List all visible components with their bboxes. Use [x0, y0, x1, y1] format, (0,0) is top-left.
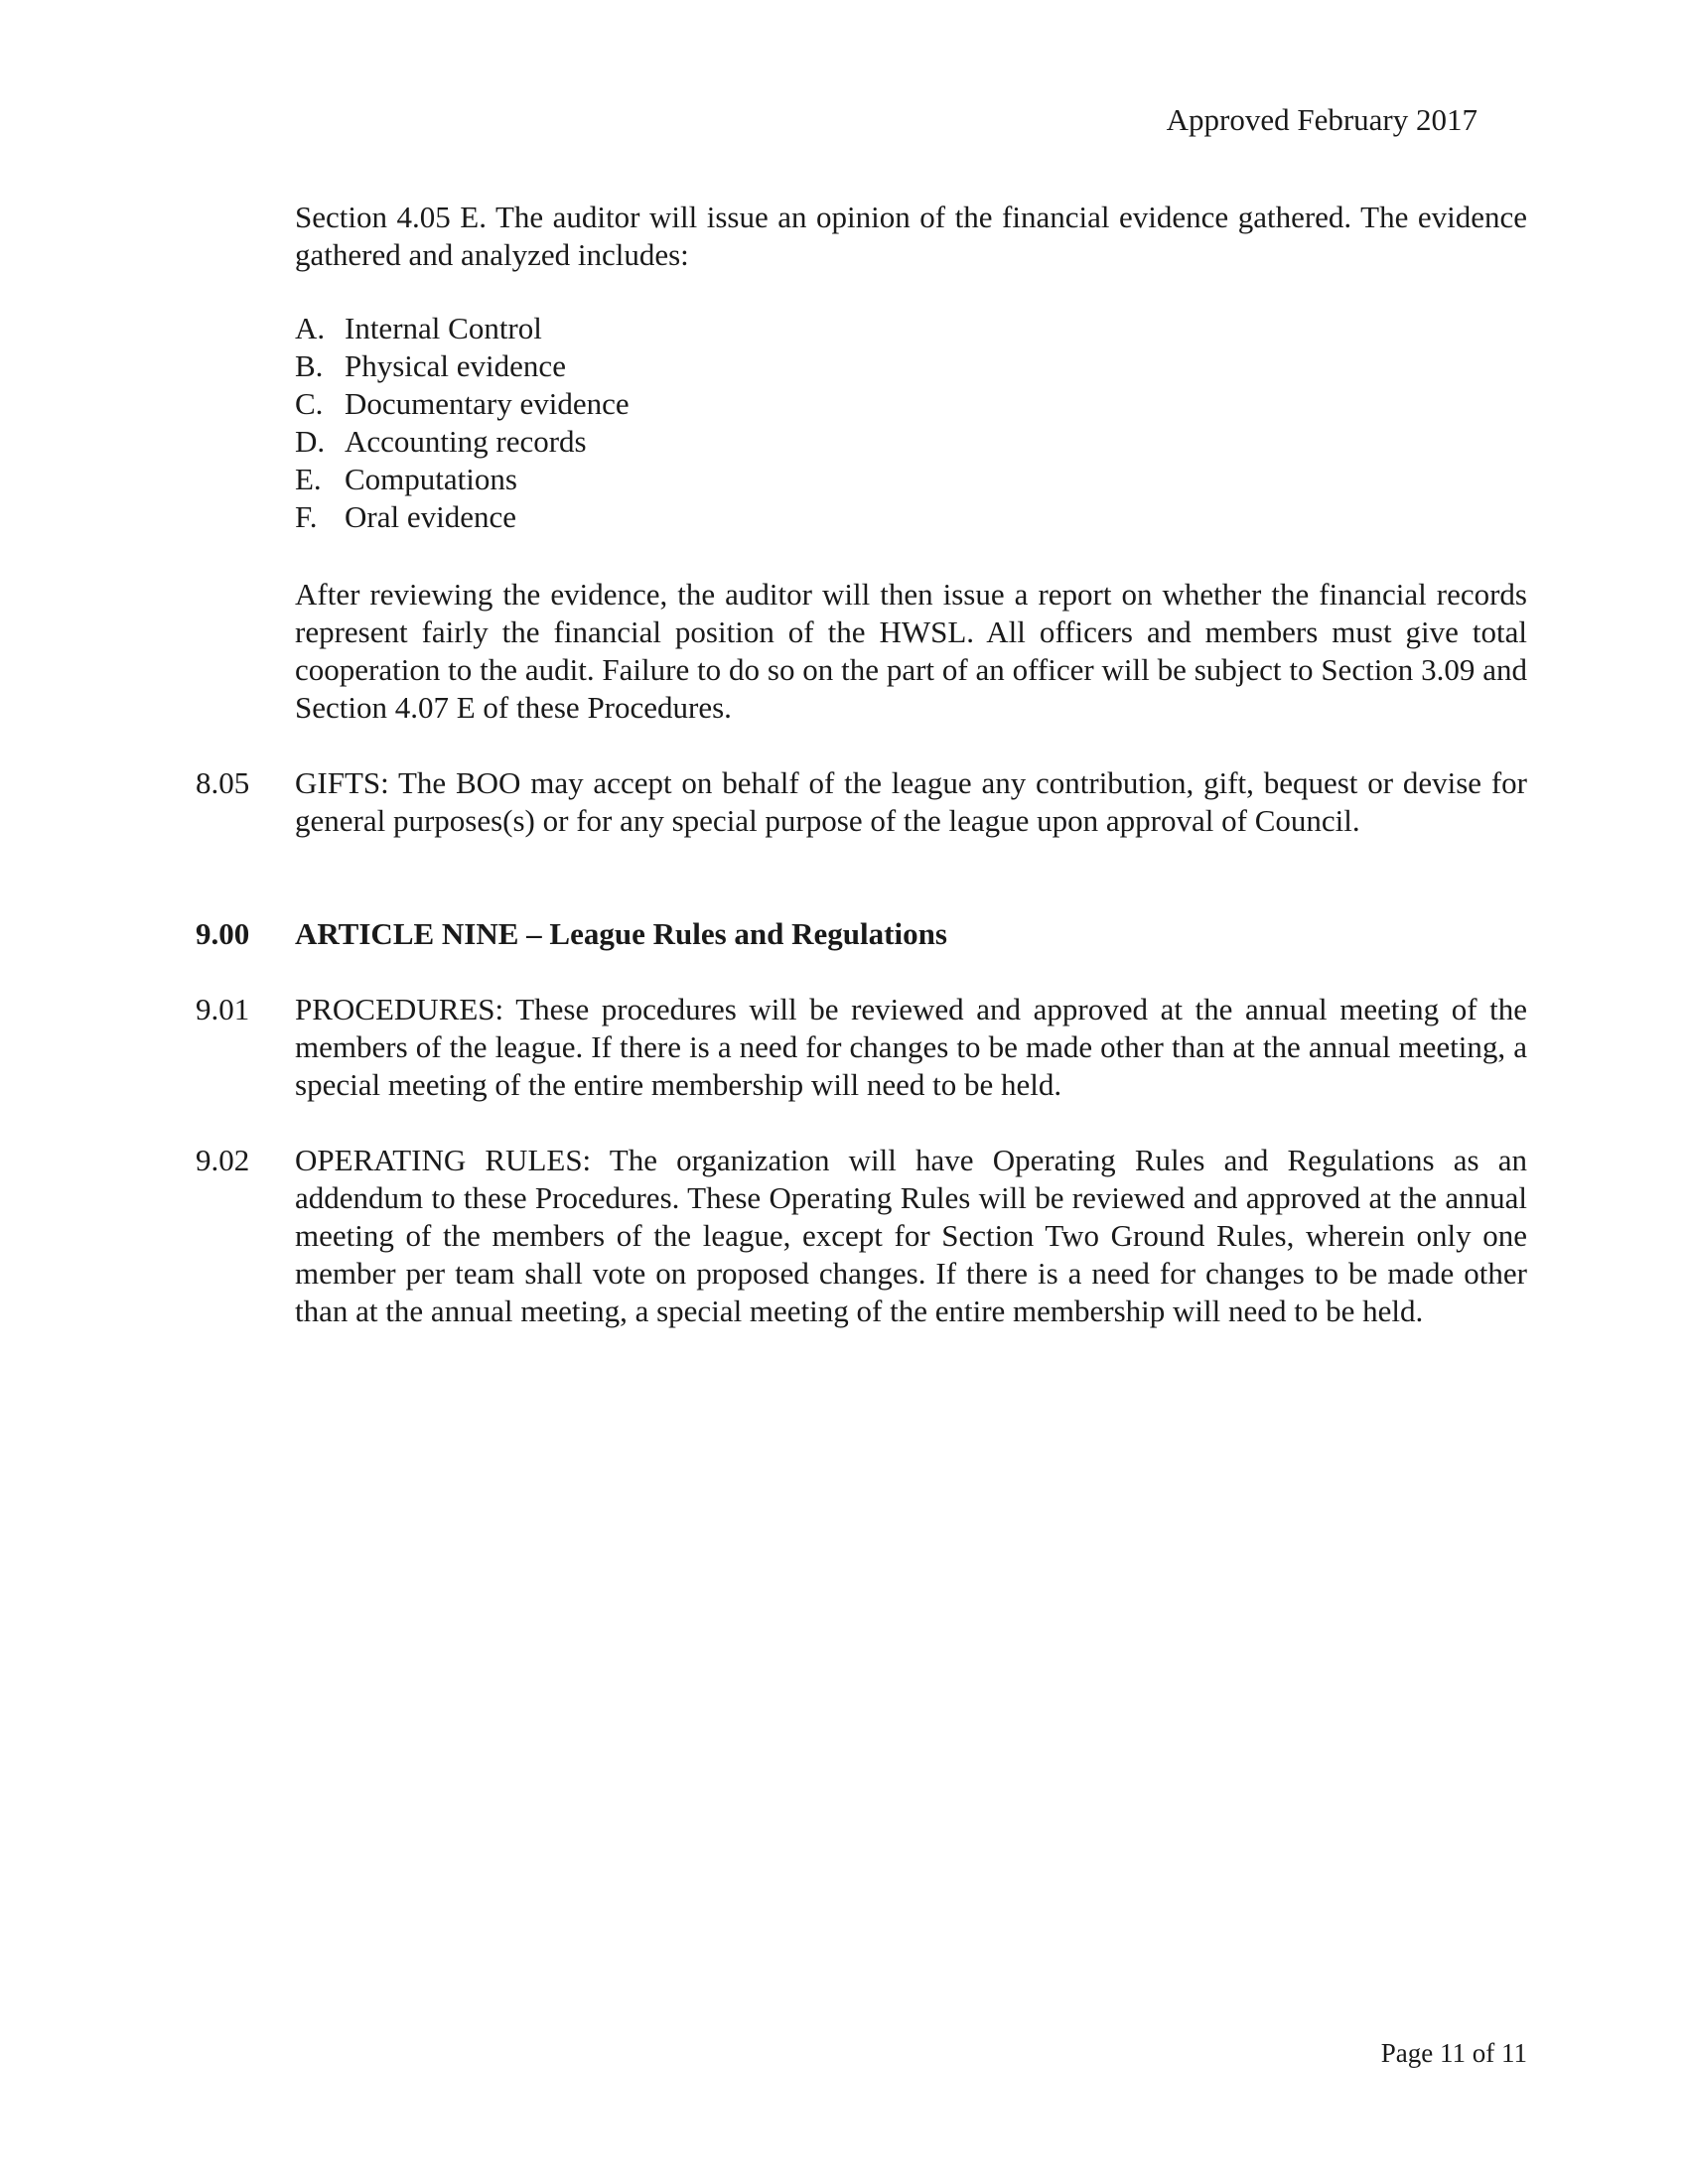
section-text: GIFTS: The BOO may accept on behalf of the league any contribution, gift, bequest or devise for general purposes(s) or for any special purpose of the league upon approval of Council. [295, 765, 1527, 838]
evidence-list [295, 310, 630, 536]
list-item-letter: E. [295, 462, 322, 496]
section-text: PROCEDURES: These procedures will be reviewed and approved at the annual meeting of the members of the league. If there is a need for changes to be made other than at the annual meeting, a special meeting of the entire membership will need to be held. [295, 992, 1527, 1102]
list-item [295, 347, 630, 385]
list-item-letter: D. [295, 424, 326, 459]
section-number: 9.01 [196, 992, 250, 1026]
list-item [295, 498, 630, 536]
list-item [295, 461, 630, 498]
list-item [295, 385, 630, 423]
list-item-label: Computations [345, 462, 517, 496]
list-item-letter: A. [295, 311, 326, 345]
section-number: 9.00 [196, 916, 250, 951]
list-item-label: Oral evidence [345, 499, 516, 534]
intro-paragraph [295, 199, 1527, 274]
section-number: 9.02 [196, 1143, 250, 1177]
section-text: OPERATING RULES: The organization will have Operating Rules and Regulations as an addendum to these Procedures. These Operating Rules will be reviewed and approved at the annual meeting of the members of the league, except for Section Two Ground Rules, wherein only one member per team shall vote on proposed changes. If there is a need for changes to be made other than at the annual meeting, a special meeting of the entire membership will need to be held. [295, 1143, 1527, 1328]
intro-text: Section 4.05 E. The auditor will issue an opinion of the financial evidence gathered. The evidence gathered and analyzed includes: [295, 200, 1527, 272]
list-item [295, 310, 630, 347]
list-item [295, 423, 630, 461]
review-text: After reviewing the evidence, the auditor will then issue a report on whether the financial records represent fairly the financial position of the HWSL. All officers and members must give total cooperation to the audit. Failure to do so on the part of an officer will be subject to Section 3.09 and Section 4.07 E of these Procedures. [295, 577, 1527, 725]
review-paragraph [295, 576, 1527, 727]
article-nine-heading [196, 915, 1527, 953]
page-number: Page 11 of 11 [1380, 2038, 1527, 2068]
article-title: ARTICLE NINE – League Rules and Regulations [295, 916, 947, 951]
section-8-05 [196, 764, 1527, 840]
list-item-letter: F. [295, 499, 318, 534]
list-item-letter: C. [295, 386, 324, 421]
list-item-letter: B. [295, 348, 324, 383]
list-item-label: Documentary evidence [345, 386, 630, 421]
list-item-label: Internal Control [345, 311, 542, 345]
section-9-02 [196, 1142, 1527, 1330]
list-item-label: Physical evidence [345, 348, 566, 383]
section-9-01 [196, 991, 1527, 1104]
approval-date: Approved February 2017 [1166, 102, 1477, 137]
section-number: 8.05 [196, 765, 250, 800]
list-item-label: Accounting records [345, 424, 587, 459]
